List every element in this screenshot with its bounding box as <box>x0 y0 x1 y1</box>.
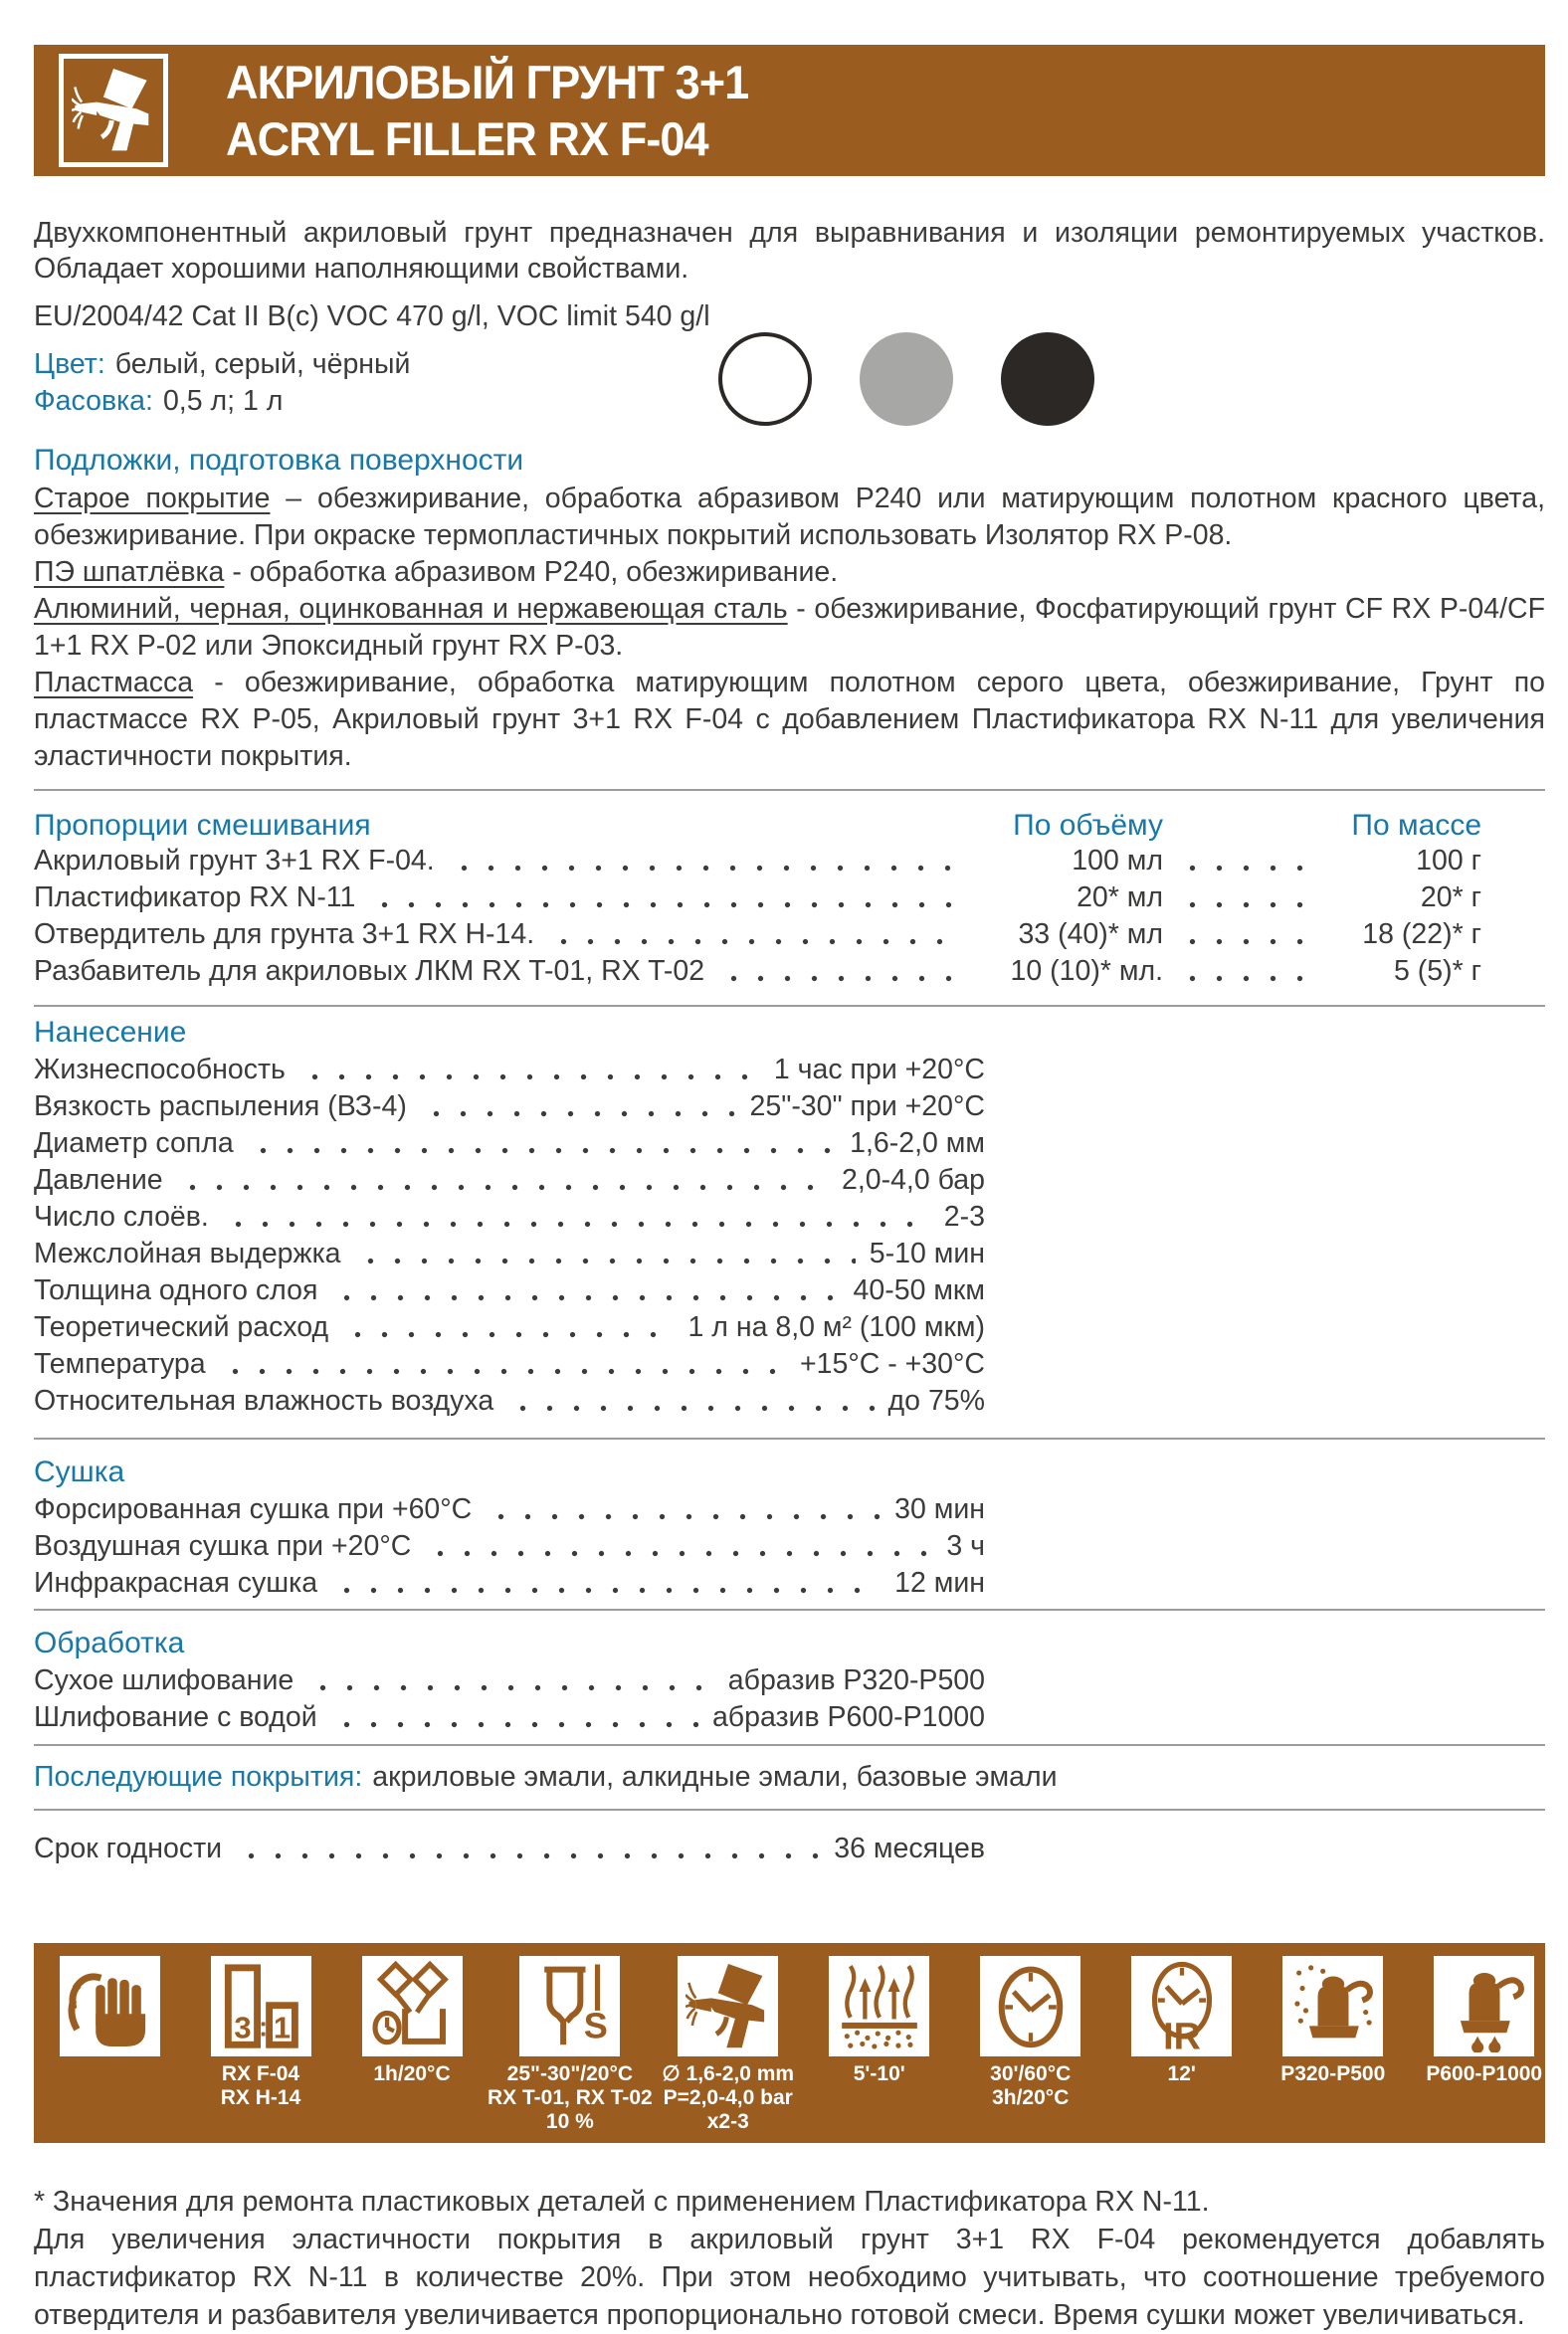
dot-leader <box>1175 879 1320 916</box>
spec-value: 1 л на 8,0 м² (100 мкм) <box>687 1311 985 1343</box>
pictogram-label-line: 12' <box>1167 2062 1196 2085</box>
substrate-lead: Пластмасса <box>34 667 194 698</box>
spec-value: 5-10 мин <box>869 1238 985 1269</box>
spec-label: Форсированная сушка при +60°C <box>34 1493 473 1525</box>
pictogram-cell <box>34 1956 185 2143</box>
mixing-header-row <box>34 808 1481 843</box>
pictogram-label-line: 3h/20°C <box>992 2086 1070 2109</box>
substrate-separator: – <box>270 483 317 514</box>
ratio-left: 3 <box>234 2009 252 2044</box>
spec-value: до 75% <box>887 1385 985 1417</box>
spec-row <box>34 1088 985 1125</box>
mixing-row <box>34 843 1481 879</box>
pictogram-cell <box>1409 1956 1560 2143</box>
section-drying <box>34 1457 985 1602</box>
color-packaging-block <box>34 346 1545 420</box>
separator <box>34 789 1545 791</box>
spec-value: 2,0-4,0 бар <box>841 1164 985 1196</box>
pictogram-label-line: P600-P1000 <box>1426 2062 1543 2085</box>
spec-value: 1 час при +20°C <box>773 1054 985 1085</box>
section-processing <box>34 1628 985 1736</box>
ir-drying-icon <box>1131 1956 1232 2056</box>
pictogram-label <box>990 2062 1071 2110</box>
pictogram-label-line: RX F-04 <box>221 2062 300 2085</box>
dot-leader <box>369 879 960 916</box>
volume-value: 10 (10)* мл. <box>1010 955 1163 987</box>
dot-leader <box>421 1088 736 1125</box>
dot-leader <box>223 1199 930 1236</box>
pictogram-cell <box>653 1956 804 2143</box>
packaging-label: Фасовка: <box>34 385 153 417</box>
spec-label: Срок годности <box>34 1833 223 1864</box>
spec-label: Толщина одного слоя <box>34 1274 318 1306</box>
spec-label: Температура <box>34 1348 206 1380</box>
mixing-title: Пропорции смешивания <box>34 809 371 842</box>
spec-label: Теоретический расход <box>34 1311 329 1343</box>
mass-value: 18 (22)* г <box>1362 918 1481 950</box>
mixing-row <box>34 879 1481 916</box>
spec-label: Число слоёв. <box>34 1201 209 1233</box>
mixing-row <box>34 953 1481 990</box>
pictogram-label <box>662 2062 794 2134</box>
spec-row <box>34 1346 985 1383</box>
pictogram-cell <box>336 1956 488 2143</box>
substrates-title: Подложки, подготовка поверхности <box>34 444 524 477</box>
dot-leader <box>1175 953 1320 990</box>
spec-row <box>34 1199 985 1236</box>
product-title-ru: АКРИЛОВЫЙ ГРУНТ 3+1 <box>226 56 749 108</box>
substrate-separator: - <box>193 667 245 698</box>
spec-value: 12 мин <box>894 1567 985 1599</box>
swatch-black <box>1001 332 1094 426</box>
viscosity-cup-icon <box>519 1956 620 2056</box>
dot-leader <box>507 1383 874 1420</box>
spec-row <box>34 1052 985 1088</box>
pictogram-label-line: 30'/60°C <box>990 2062 1072 2085</box>
separator <box>34 1438 1545 1440</box>
voc-statement: EU/2004/42 Cat II B(c) VOC 470 g/l, VOC limit 540 g/l <box>34 300 710 332</box>
column-header-mass: По массе <box>1351 809 1481 842</box>
dot-leader <box>331 1272 839 1309</box>
pictogram-cell <box>1258 1956 1409 2143</box>
hand-cleaning-icon <box>60 1956 160 2056</box>
dot-leader <box>449 843 960 879</box>
substrate-lead: Алюминий, черная, оцинкованная и нержавеющая сталь <box>34 593 788 625</box>
header-titles <box>226 54 770 167</box>
pictogram-label <box>854 2062 905 2086</box>
pictogram-label-line: 1h/20°C <box>373 2062 451 2085</box>
pictogram-label-line: x2-3 <box>706 2110 749 2133</box>
column-header-volume: По объёму <box>1013 809 1163 842</box>
spec-value: 40-50 мкм <box>853 1274 985 1306</box>
spec-row <box>34 1662 985 1699</box>
spec-label: Воздушная сушка при +20°C <box>34 1530 412 1562</box>
spec-label: Вязкость распыления (ВЗ-4) <box>34 1090 407 1122</box>
ratio-right: 1 <box>273 2009 292 2044</box>
substrate-paragraph <box>34 481 1545 554</box>
volume-value: 20* мл <box>1077 881 1163 913</box>
pictogram-label-line: P=2,0-4,0 bar <box>663 2086 793 2109</box>
dot-leader <box>299 1052 760 1088</box>
footnote <box>34 2183 1545 2334</box>
color-label: Цвет: <box>34 348 105 380</box>
substrate-separator: - <box>224 556 250 588</box>
spec-label: Давление <box>34 1164 163 1196</box>
product-title-en: ACRYL FILLER RX F-04 <box>226 112 708 165</box>
spec-value: 1,6-2,0 мм <box>850 1127 985 1159</box>
spec-label: Относительная влажность воздуха <box>34 1385 494 1417</box>
pictogram-cell <box>955 1956 1106 2143</box>
substrate-text: обезжиривание, обработка матирующим полотном серого цвета, обезжиривание, Грунт по пластмассе RX P-05, Акриловый грунт 3+1 RX F-04 с добавлением Пластификатора RX N-11 для увеличения эластичности покрытия. <box>34 667 1546 772</box>
footnote-asterisk: * Значения для ремонта пластиковых деталей с применением Пластификатора RX N-11. <box>34 2186 1210 2218</box>
dot-leader <box>1175 843 1320 879</box>
volume-value: 33 (40)* мл <box>1018 918 1163 950</box>
separator <box>34 1809 1545 1811</box>
volume-value: 100 мл <box>1072 845 1163 876</box>
column-spacer <box>1163 808 1332 843</box>
spec-row <box>34 1565 985 1602</box>
pictogram-label <box>221 2062 301 2110</box>
dry-sanding-icon <box>1282 1956 1383 2056</box>
spec-row <box>34 1125 985 1162</box>
spec-row <box>34 1309 985 1346</box>
dot-leader <box>342 1309 674 1346</box>
pictogram-label <box>1168 2062 1196 2086</box>
topcoats-line <box>34 1759 1545 1795</box>
spec-row <box>34 1383 985 1420</box>
topcoats-label: Последующие покрытия: <box>34 1761 363 1793</box>
section-application <box>34 1017 985 1420</box>
flash-off-icon <box>829 1956 929 2056</box>
mixing-row <box>34 916 1481 953</box>
dot-leader <box>331 1565 881 1602</box>
row-label: Разбавитель для акриловых ЛКМ RX T-01, RX T-02 <box>34 955 705 987</box>
spec-row <box>34 1491 985 1528</box>
dot-leader <box>718 953 960 990</box>
separator <box>34 1744 1545 1746</box>
ir-mark: IR <box>1162 2016 1201 2052</box>
pictogram-label-line: P320-P500 <box>1280 2062 1386 2085</box>
footnote-paragraph: Для увеличения эластичности покрытия в акриловый грунт 3+1 RX F-04 рекомендуется добавлять пластификатор RX N-11 в количестве 20%. При этом необходимо учитывать, что соотношение требуемого отвердителя и разбавителя увеличивается пропорционально готовой смеси. Время сушки может увеличиваться. <box>34 2224 1545 2331</box>
spec-value: 36 месяцев <box>834 1833 985 1864</box>
pictogram-label <box>373 2062 450 2086</box>
pot-life-icon <box>362 1956 463 2056</box>
spec-label: Шлифование с водой <box>34 1701 317 1733</box>
spec-row <box>34 1272 985 1309</box>
row-label: Акриловый грунт 3+1 RX F-04. <box>34 845 435 876</box>
dot-leader <box>486 1491 881 1528</box>
pictogram-cell <box>1106 1956 1258 2143</box>
dot-leader <box>220 1346 786 1383</box>
dot-leader <box>355 1236 856 1272</box>
topcoats-value: акриловые эмали, алкидные эмали, базовые эмали <box>372 1761 1058 1793</box>
pictogram-label-line: ∅ 1,6-2,0 mm <box>662 2062 795 2085</box>
application-title: Нанесение <box>34 1016 187 1049</box>
row-label: Отвердитель для грунта 3+1 RX H-14. <box>34 918 535 950</box>
spec-value: +15°C - +30°C <box>800 1348 985 1380</box>
mass-value: 5 (5)* г <box>1393 955 1481 987</box>
color-value: белый, серый, чёрный <box>114 348 411 380</box>
substrate-text: обработка абразивом Р240, обезжиривание. <box>249 556 839 588</box>
dot-leader <box>548 916 960 953</box>
section-substrates <box>34 445 1545 775</box>
drying-title: Сушка <box>34 1456 125 1488</box>
section-mixing <box>34 808 1481 990</box>
swatch-white <box>718 332 812 426</box>
spec-row <box>34 1831 985 1867</box>
product-description: Двухкомпонентный акриловый грунт предназначен для выравнивания и изоляции ремонтируемых участков. Обладает хорошими наполняющими свойствами. <box>34 217 1545 285</box>
dot-leader <box>177 1162 828 1199</box>
substrate-text: обезжиривание, обработка абразивом Р240 или матирующим полотном красного цвета, обезжиривание. При окраске термопластичных покрытий использовать Изолятор RX P-08. <box>34 483 1546 551</box>
spray-gun-icon <box>678 1956 778 2056</box>
mass-value: 100 г <box>1416 845 1481 876</box>
dot-leader <box>425 1528 932 1565</box>
substrate-paragraph <box>34 591 1545 665</box>
spec-value: абразив P320-P500 <box>727 1664 985 1696</box>
pictogram-label <box>1426 2062 1542 2086</box>
spec-row <box>34 1236 985 1272</box>
wet-sanding-icon <box>1434 1956 1534 2056</box>
pictogram-label-line: RX H-14 <box>220 2086 301 2109</box>
pictogram-label-line: 25"-30"/20°C <box>506 2062 634 2085</box>
spec-label: Диаметр сопла <box>34 1127 234 1159</box>
dot-leader <box>307 1662 714 1699</box>
row-label: Пластификатор RX N-11 <box>34 881 356 913</box>
pictogram-cell <box>488 1956 653 2143</box>
spec-row <box>34 1528 985 1565</box>
swatch-gray <box>860 332 953 426</box>
substrate-lead: ПЭ шпатлёвка <box>34 556 225 588</box>
packaging-value: 0,5 л; 1 л <box>162 385 284 417</box>
spec-label: Сухое шлифование <box>34 1664 294 1696</box>
spec-value: 3 ч <box>946 1530 985 1562</box>
header-bar <box>34 45 1545 176</box>
pictogram-label-line: 5'-10' <box>853 2062 905 2085</box>
color-swatches <box>718 332 1094 426</box>
shelf-life-row <box>34 1831 985 1867</box>
spec-label: Межслойная выдержка <box>34 1238 341 1269</box>
substrate-paragraph <box>34 554 1545 591</box>
pictogram-bar <box>34 1943 1545 2143</box>
spec-value: 2-3 <box>943 1201 985 1233</box>
separator <box>34 1609 1545 1611</box>
ratio-colon: : <box>258 2011 269 2042</box>
spec-label: Инфракрасная сушка <box>34 1567 318 1599</box>
dot-leader <box>1175 916 1320 953</box>
substrate-paragraph <box>34 665 1545 775</box>
spec-row <box>34 1162 985 1199</box>
spec-value: абразив P600-P1000 <box>711 1701 985 1733</box>
pictogram-cell <box>804 1956 955 2143</box>
separator <box>34 1005 1545 1007</box>
spec-row <box>34 1699 985 1736</box>
pictogram-cell <box>185 1956 336 2143</box>
substrate-lead: Старое покрытие <box>34 483 271 514</box>
mixing-ratio-icon <box>211 1956 311 2056</box>
substrate-text: обезжиривание, Фосфатирующий грунт CF RX P-04/CF 1+1 RX P-02 или Эпоксидный грунт RX P-03. <box>34 593 1546 662</box>
drying-time-icon <box>980 1956 1080 2056</box>
spec-label: Жизнеспособность <box>34 1054 286 1085</box>
substrate-separator: - <box>787 593 815 625</box>
dot-leader <box>248 1125 836 1162</box>
spec-value: 30 мин <box>894 1493 985 1525</box>
mass-value: 20* г <box>1420 881 1481 913</box>
pictogram-label <box>1280 2062 1385 2086</box>
viscosity-mark: S <box>583 2004 608 2045</box>
processing-title: Обработка <box>34 1627 185 1659</box>
pictogram-label <box>488 2062 653 2134</box>
dot-leader <box>331 1699 698 1736</box>
dot-leader <box>236 1831 820 1867</box>
spec-value: 25"-30" при +20°C <box>749 1090 985 1122</box>
spray-gun-icon <box>59 54 168 167</box>
pictogram-label-line: 10 % <box>545 2110 594 2133</box>
pictogram-label-line: RX T-01, RX T-02 <box>488 2086 653 2109</box>
